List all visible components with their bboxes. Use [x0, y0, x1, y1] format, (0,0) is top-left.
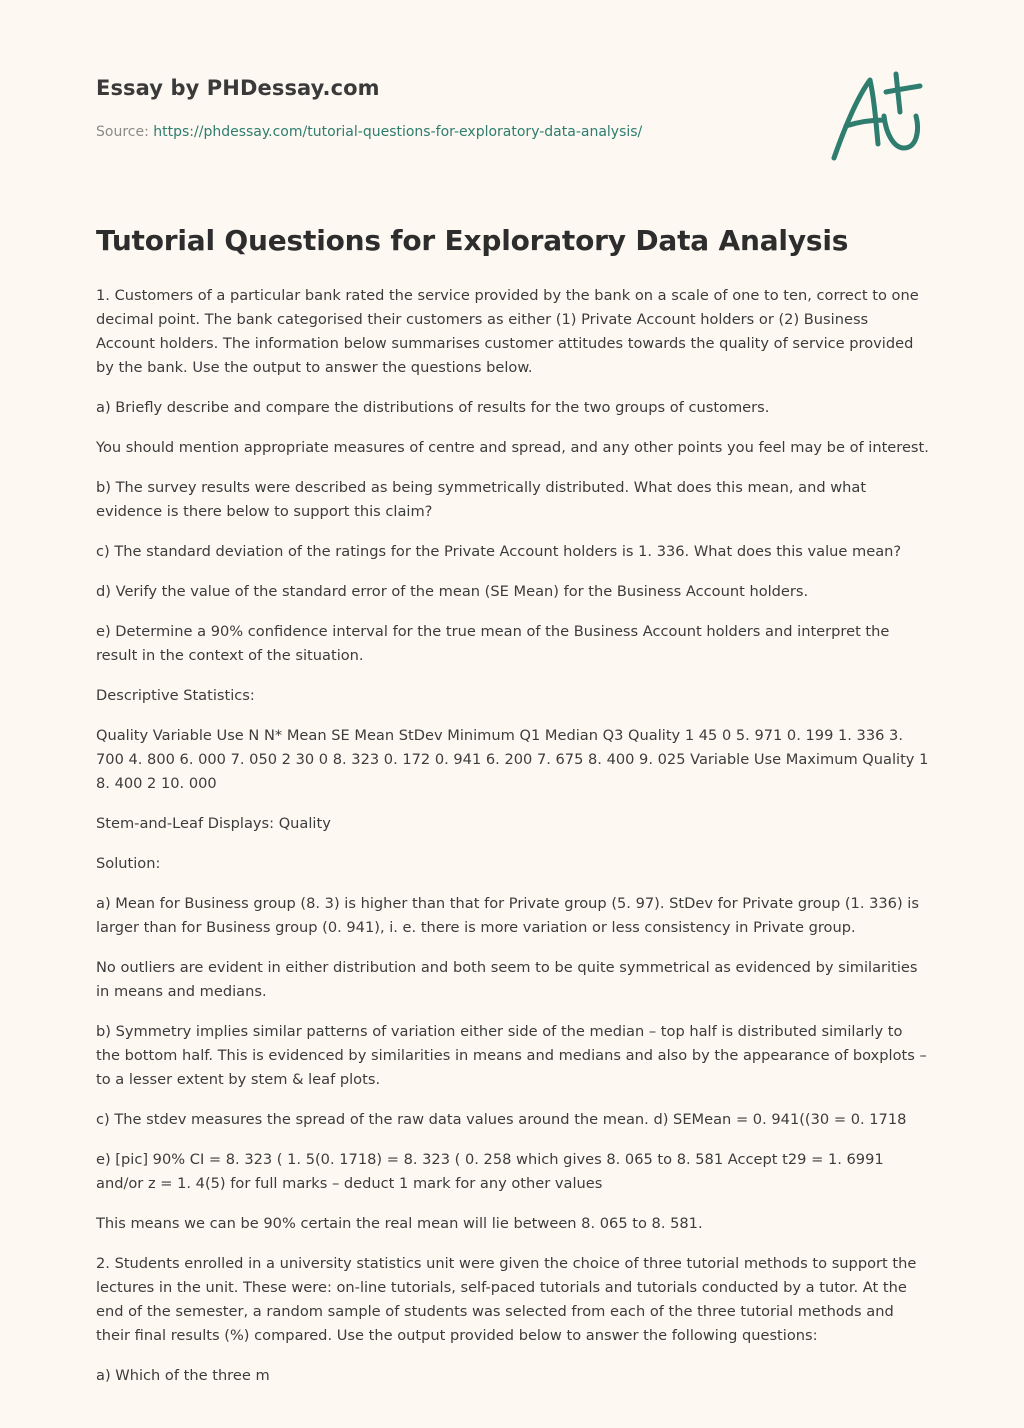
paragraph: Solution: — [96, 855, 161, 872]
paragraph: No outliers are evident in either distribution and both seem to be quite symmetrical as evidenced by similarities in means and medians. — [96, 959, 918, 1000]
article-title: Tutorial Questions for Exploratory Data Analysis — [96, 224, 849, 257]
paragraph: This means we can be 90% certain the real mean will lie between 8. 065 to 8. 581. — [96, 1215, 703, 1232]
article-body — [96, 284, 930, 1404]
paragraph: e) Determine a 90% confidence interval for the true mean of the Business Account holders and interpret the result in the context of the situation. — [96, 623, 890, 664]
header — [96, 0, 928, 200]
paragraph: e) [pic] 90% CI = 8. 323 ( 1. 5(0. 1718) = 8. 323 ( 0. 258 which gives 8. 065 to 8. 581 Accept t29 = 1. 6991 and/or z = 1. 4(5) for full marks – deduct 1 mark for any other values — [96, 1151, 884, 1192]
paragraph: You should mention appropriate measures of centre and spread, and any other points you feel may be of interest. — [96, 439, 929, 456]
paragraph: d) Verify the value of the standard error of the mean (SE Mean) for the Business Account holders. — [96, 583, 809, 600]
source-line — [96, 124, 642, 140]
paragraph: Descriptive Statistics: — [96, 687, 255, 704]
site-brand: Essay by PHDessay.com — [96, 76, 380, 100]
paragraph: c) The stdev measures the spread of the raw data values around the mean. d) SEMean = 0. 941((30 = 0. 1718 — [96, 1111, 907, 1128]
paragraph: Stem-and-Leaf Displays: Quality — [96, 815, 331, 832]
paragraph: c) The standard deviation of the ratings for the Private Account holders is 1. 336. What does this value mean? — [96, 543, 902, 560]
paragraph: Quality Variable Use N N* Mean SE Mean StDev Minimum Q1 Median Q3 Quality 1 45 0 5. 971 0. 199 1. 336 3. 700 4. 800 6. 000 7. 050 2 30 0 8. 323 0. 172 0. 941 6. 200 7. 675 8. 400 9. 025 Variable Use Maximum Quality 1 8. 400 2 10. 000 — [96, 727, 929, 792]
paragraph: a) Mean for Business group (8. 3) is higher than that for Private group (5. 97). StDev for Private group (1. 336) is larger than for Business group (0. 941), i. e. there is more variation or less consistency in Private group. — [96, 895, 919, 936]
paragraph: b) The survey results were described as being symmetrically distributed. What does this mean, and what evidence is there below to support this claim? — [96, 479, 867, 520]
source-label: Source: — [96, 124, 154, 140]
paragraph: b) Symmetry implies similar patterns of variation either side of the median – top half is distributed similarly to the bottom half. This is evidenced by similarities in means and medians and also by the appearance of boxplots – to a lesser extent by stem & leaf plots. — [96, 1023, 927, 1088]
source-link[interactable]: https://phdessay.com/tutorial-questions-for-exploratory-data-analysis/ — [153, 124, 643, 140]
a-plus-logo-icon — [824, 64, 928, 168]
paragraph: a) Which of the three m — [96, 1367, 270, 1384]
paragraph: 1. Customers of a particular bank rated the service provided by the bank on a scale of one to ten, correct to one decimal point. The bank categorised their customers as either (1) Private Account holders or (2) Business Account holders. The information below summarises customer attitudes towards the quality of service provided by the bank. Use the output to answer the questions below. — [96, 287, 919, 376]
paragraph: 2. Students enrolled in a university statistics unit were given the choice of three tutorial methods to support the lectures in the unit. These were: on-line tutorials, self-paced tutorials and tutorials conducted by a tutor. At the end of the semester, a random sample of students was selected from each of the three tutorial methods and their final results (%) compared. Use the output provided below to answer the following questions: — [96, 1255, 917, 1344]
paragraph: a) Briefly describe and compare the distributions of results for the two groups of customers. — [96, 399, 770, 416]
